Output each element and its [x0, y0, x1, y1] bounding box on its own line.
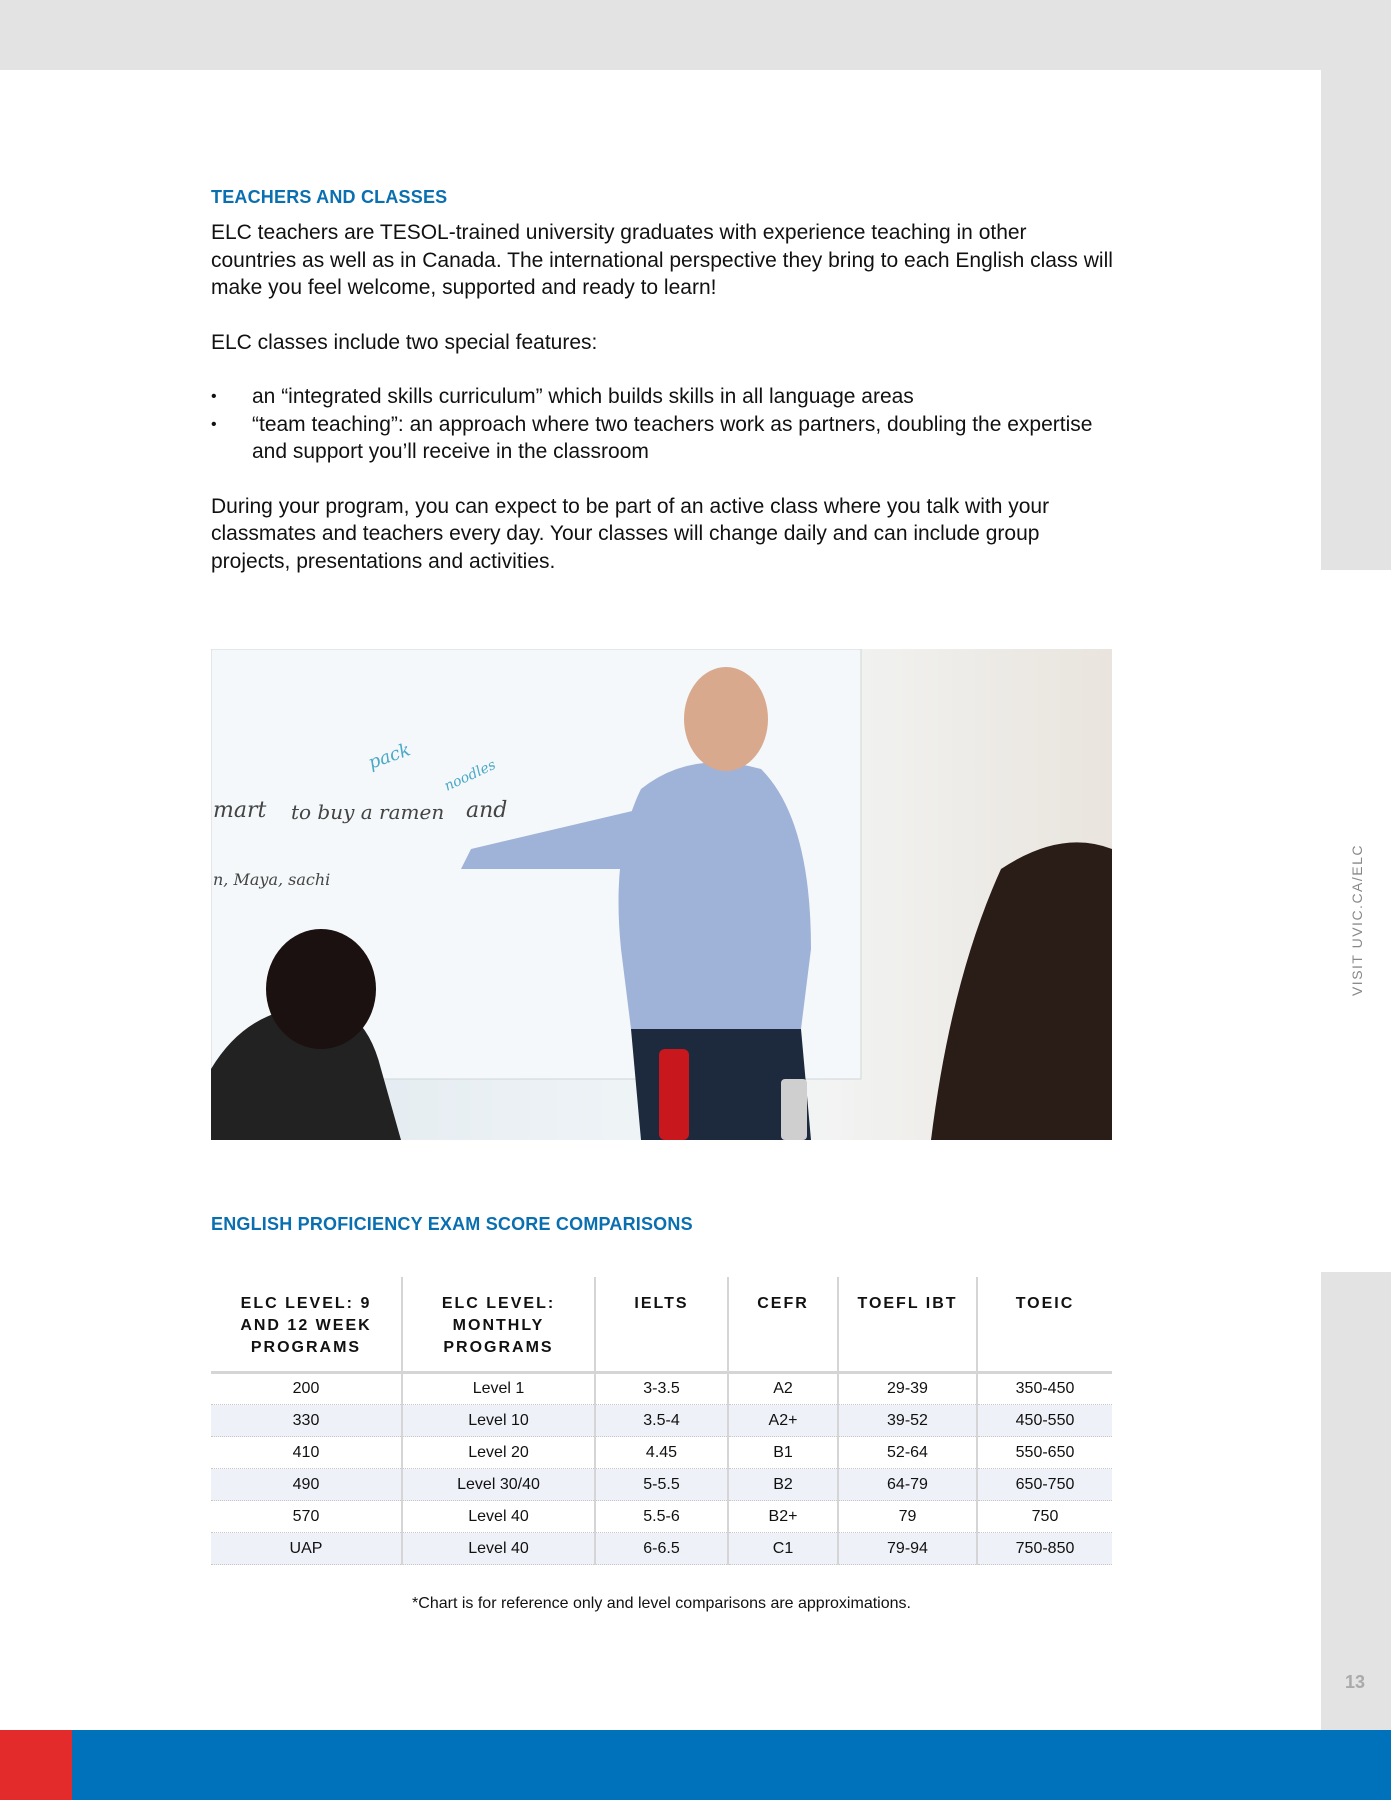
paragraph: ELC classes include two special features:	[211, 330, 598, 354]
table-row	[211, 1373, 1112, 1405]
column-header: IELTS	[595, 1277, 728, 1373]
paragraph: ELC teachers are TESOL-trained university graduates with experience teaching in other countries as well as in Canada. The international perspective they bring to each English class will make you feel welcome, supported and ready to learn!	[211, 221, 1113, 299]
paragraph: During your program, you can expect to be part of an active class where you talk with your classmates and teachers every day. Your classes will change daily and can include group projects, presentations and activities.	[211, 494, 1050, 573]
table-cell: 52-64	[838, 1437, 977, 1469]
list-item: • “team teaching”: an approach where two teachers work as partners, doubling the expertise and support you’ll receive in the classroom	[211, 411, 1116, 466]
table-cell: 3-3.5	[595, 1373, 728, 1405]
footer-red-block	[0, 1730, 72, 1800]
table-cell: C1	[728, 1533, 838, 1565]
column-header: TOEIC	[977, 1277, 1112, 1373]
table-cell: 39-52	[838, 1405, 977, 1437]
classroom-photo	[211, 649, 1112, 1140]
score-section	[211, 1214, 1116, 1235]
column-header: TOEFL IBT	[838, 1277, 977, 1373]
table-cell: 200	[211, 1373, 402, 1405]
table-cell: 79-94	[838, 1533, 977, 1565]
table-cell: B2	[728, 1469, 838, 1501]
table-cell: A2+	[728, 1405, 838, 1437]
list-item: • an “integrated skills curriculum” which builds skills in all language areas	[211, 383, 1116, 411]
teachers-section	[211, 187, 1116, 575]
table-cell: 6-6.5	[595, 1533, 728, 1565]
whiteboard-word: n, Maya, sachi	[213, 870, 331, 889]
table-cell: 650-750	[977, 1469, 1112, 1501]
table-cell: 5.5-6	[595, 1501, 728, 1533]
score-comparison-table	[211, 1277, 1112, 1565]
table-cell: B1	[728, 1437, 838, 1469]
table-row	[211, 1437, 1112, 1469]
table-cell: 3.5-4	[595, 1405, 728, 1437]
table-cell: 350-450	[977, 1373, 1112, 1405]
table-footnote: *Chart is for reference only and level comparisons are approximations.	[412, 1595, 911, 1612]
table-cell: 550-650	[977, 1437, 1112, 1469]
table-cell: Level 40	[402, 1533, 595, 1565]
section-heading: TEACHERS AND CLASSES	[211, 187, 448, 207]
column-header: ELC LEVEL: 9 AND 12 WEEK PROGRAMS	[211, 1277, 402, 1373]
side-band-bottom	[1321, 1272, 1391, 1730]
column-header: ELC LEVEL: MONTHLY PROGRAMS	[402, 1277, 595, 1373]
column-header: CEFR	[728, 1277, 838, 1373]
table-cell: Level 1	[402, 1373, 595, 1405]
table-cell: 29-39	[838, 1373, 977, 1405]
whiteboard-word: mart	[213, 798, 267, 823]
feature-list	[211, 383, 1116, 466]
table-cell: 410	[211, 1437, 402, 1469]
table-row	[211, 1533, 1112, 1565]
table-cell: Level 20	[402, 1437, 595, 1469]
table-cell: 570	[211, 1501, 402, 1533]
top-band	[0, 0, 1391, 70]
side-band-top	[1321, 70, 1391, 570]
table-cell: Level 40	[402, 1501, 595, 1533]
table-cell: 4.45	[595, 1437, 728, 1469]
table-cell: 750-850	[977, 1533, 1112, 1565]
whiteboard-word: pack	[365, 739, 414, 774]
table-cell: B2+	[728, 1501, 838, 1533]
table-header-row	[211, 1277, 1112, 1373]
table-cell: 750	[977, 1501, 1112, 1533]
whiteboard-word: and	[466, 798, 508, 823]
table-cell: UAP	[211, 1533, 402, 1565]
table-cell: Level 30/40	[402, 1469, 595, 1501]
table-cell: 64-79	[838, 1469, 977, 1501]
table-cell: 79	[838, 1501, 977, 1533]
table-row	[211, 1469, 1112, 1501]
table-cell: 490	[211, 1469, 402, 1501]
footer-blue-bar	[72, 1730, 1391, 1800]
section-heading: ENGLISH PROFICIENCY EXAM SCORE COMPARISONS	[211, 1214, 693, 1234]
table-cell: A2	[728, 1373, 838, 1405]
whiteboard-word: noodles	[441, 756, 499, 795]
table-cell: Level 10	[402, 1405, 595, 1437]
table-cell: 330	[211, 1405, 402, 1437]
table-row	[211, 1501, 1112, 1533]
table-cell: 450-550	[977, 1405, 1112, 1437]
side-url-text: VISIT UVIC.CA/ELC	[1349, 843, 1365, 997]
table-row	[211, 1405, 1112, 1437]
page-number: 13	[1345, 1672, 1366, 1692]
table-cell: 5-5.5	[595, 1469, 728, 1501]
score-table-wrapper	[211, 1277, 1112, 1565]
whiteboard-word: to buy a ramen	[291, 800, 445, 824]
